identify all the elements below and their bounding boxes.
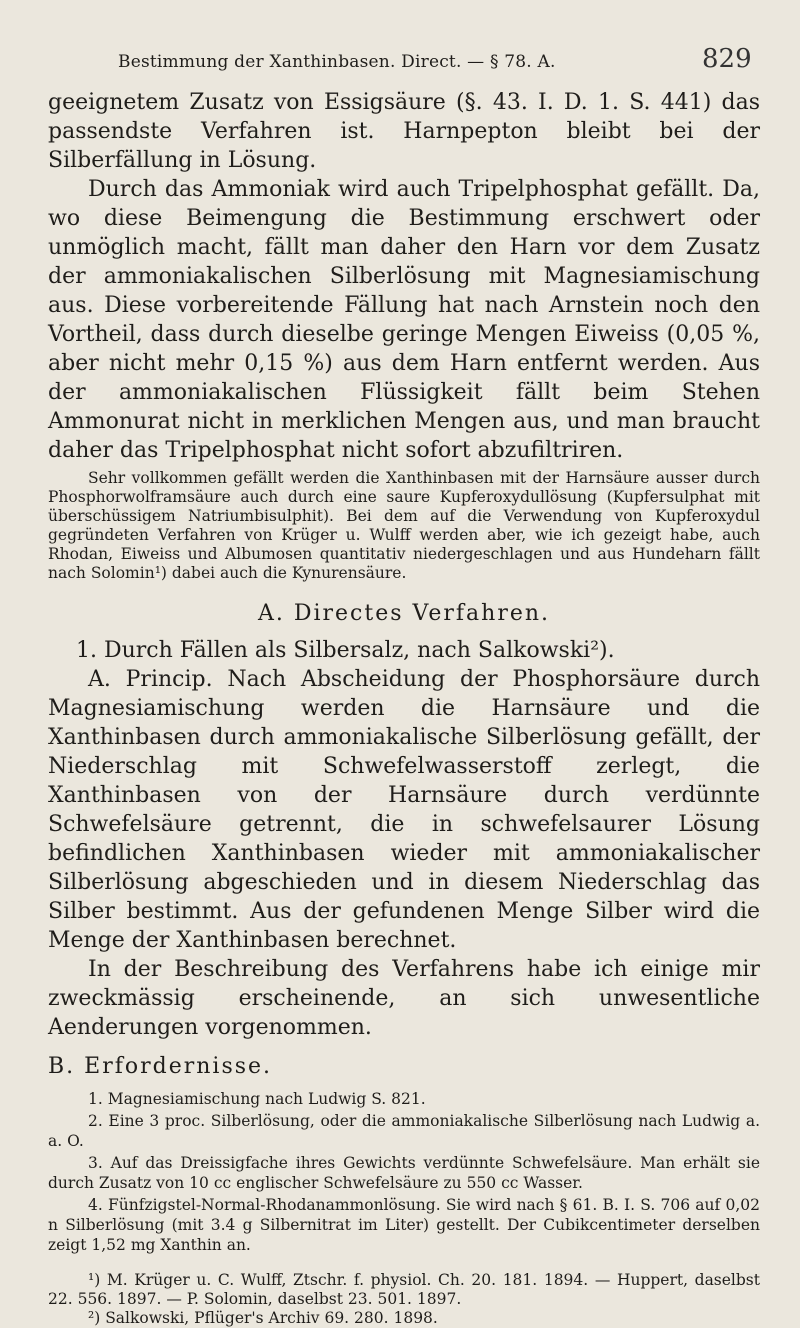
page-number: 829: [702, 44, 752, 74]
section-heading-b: B. Erfordernisse.: [48, 1054, 273, 1079]
requirements-list: [48, 1089, 760, 1255]
page-body: [48, 88, 760, 1328]
footnote-1: ¹) M. Krüger u. C. Wulff, Ztschr. f. physiol. Ch. 20. 181. 1894. — Huppert, daselbst 22. 556. 1897. — P. Solomin, daselbst 23. 501. 1897.: [48, 1271, 760, 1308]
footnotes: [48, 1271, 760, 1328]
small-print-note: Sehr vollkommen gefällt werden die Xanthinbasen mit der Harnsäure ausser durch Phosphorwolframsäure auch durch eine saure Kupferoxydullösung (Kupfersulphat mit überschüssigem Natriumbisulphit). Bei dem auf die Verwendung von Kupferoxydul gegründeten Verfahren von Krüger u. Wulff werden aber, wie ich gezeigt habe, auch Rhodan, Eiweiss und Albumosen quantitativ niedergeschlagen und aus Hundeharn fällt nach Solomin¹) dabei auch die Kynurensäure.: [48, 469, 760, 582]
running-header: Bestimmung der Xanthinbasen. Direct. — § 78. A.: [118, 52, 556, 72]
subsection-heading-1: 1. Durch Fällen als Silbersalz, nach Salkowski²).: [76, 638, 615, 663]
paragraph-continuation: geeignetem Zusatz von Essigsäure (§. 43. I. D. 1. S. 441) das passendste Verfahren ist. Harnpepton bleibt bei der Silberfällung in Lösung.: [48, 90, 760, 173]
paragraph-beschreibung: In der Beschreibung des Verfahrens habe ich einige mir zweckmässig erscheinende, an sich unwesentliche Aenderungen vorgenommen.: [48, 957, 760, 1040]
list-item: 3. Auf das Dreissigfache ihres Gewichts verdünnte Schwefelsäure. Man erhält sie durch Zusatz von 10 cc englischer Schwefelsäure zu 550 cc Wasser.: [48, 1154, 760, 1192]
footnote-2: ²) Salkowski, Pflüger's Archiv 69. 280. 1898.: [88, 1309, 438, 1327]
paragraph-ammoniak: Durch das Ammoniak wird auch Tripelphosphat gefällt. Da, wo diese Beimengung die Bestimmung erschwert oder unmöglich macht, fällt man daher den Harn vor dem Zusatz der ammoniakalischen Silberlösung mit Magnesiamischung aus. Diese vorbereitende Fällung hat nach Arnstein noch den Vortheil, dass durch dieselbe geringe Mengen Eiweiss (0,05 %, aber nicht mehr 0,15 %) aus dem Harn entfernt werden. Aus der ammoniakalischen Flüssigkeit fällt beim Stehen Ammonurat nicht in merklichen Mengen aus, und man braucht daher das Tripelphosphat nicht sofort abzufiltriren.: [48, 177, 760, 463]
list-item: 1. Magnesiamischung nach Ludwig S. 821.: [88, 1090, 426, 1108]
list-item: 2. Eine 3 proc. Silberlösung, oder die ammoniakalische Silberlösung nach Ludwig a. a. O.: [48, 1112, 760, 1150]
list-item: 4. Fünfzigstel-Normal-Rhodanammonlösung. Sie wird nach § 61. B. I. S. 706 auf 0,02 n Silberlösung (mit 3.4 g Silbernitrat im Liter) gestellt. Der Cubikcentimeter derselben zeigt 1,52 mg Xanthin an.: [48, 1196, 760, 1254]
section-heading-a: A. Directes Verfahren.: [257, 601, 551, 626]
paragraph-princip: A. Princip. Nach Abscheidung der Phosphorsäure durch Magnesiamischung werden die Harnsäure und die Xanthinbasen durch ammoniakalische Silberlösung gefällt, der Niederschlag mit Schwefelwasserstoff zerlegt, die Xanthinbasen von der Harnsäure durch verdünnte Schwefelsäure getrennt, die in schwefelsaurer Lösung befindlichen Xanthinbasen wieder mit ammoniakalischer Silberlösung abgeschieden und in diesem Niederschlag das Silber bestimmt. Aus der gefundenen Menge Silber wird die Menge der Xanthinbasen berechnet.: [48, 667, 760, 953]
